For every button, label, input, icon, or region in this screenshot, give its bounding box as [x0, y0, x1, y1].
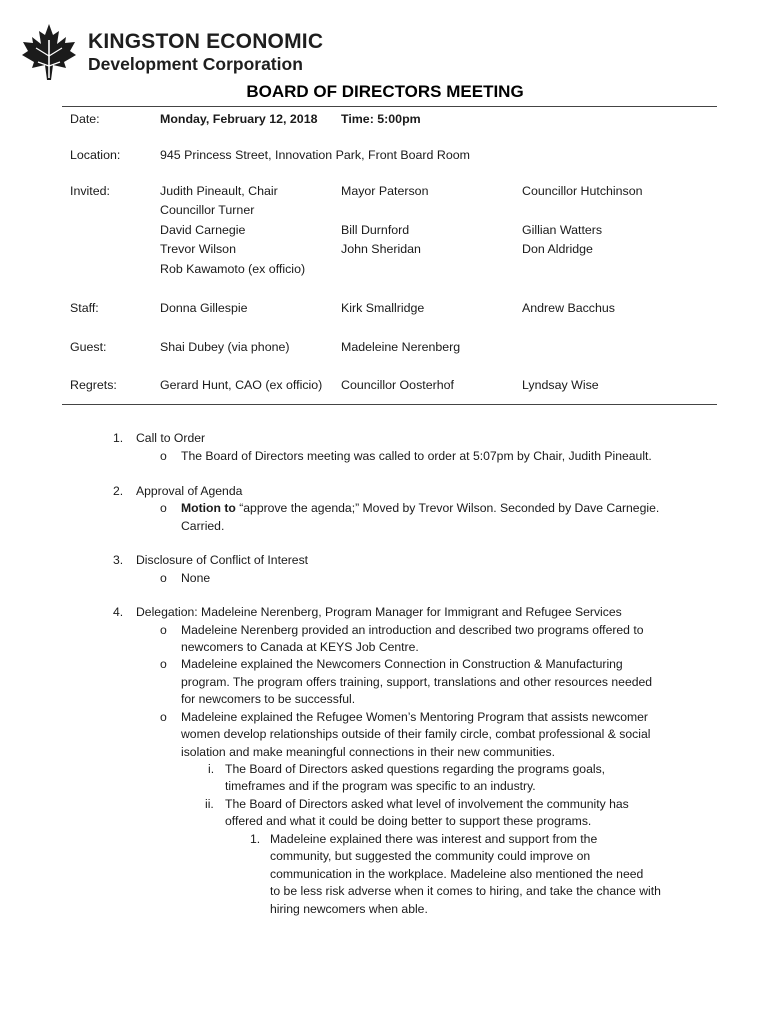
page-title: BOARD OF DIRECTORS MEETING — [246, 82, 524, 101]
guest-label: Guest: — [70, 340, 107, 354]
staff-name: Donna Gillespie — [160, 301, 248, 315]
guest-name: Madeleine Nerenberg — [341, 340, 461, 354]
bullet-text: Madeleine explained the Refugee Women’s Mentoring Program that assists newcomer — [181, 710, 648, 724]
bullet-text: newcomers to Canada at KEYS Job Centre. — [181, 640, 419, 654]
item-heading: Delegation: Madeleine Nerenberg, Program Manager for Immigrant and Refugee Services — [136, 605, 622, 619]
bullet-marker: o — [160, 501, 167, 515]
staff-label: Staff: — [70, 301, 99, 315]
time-value: Time: 5:00pm — [341, 112, 421, 126]
sub-text: to be less risk adverse when it comes to hiring, and take the chance with — [270, 884, 661, 898]
bullet-marker: o — [160, 657, 167, 671]
item-number: 2. — [113, 484, 124, 498]
roman-marker: i. — [208, 762, 215, 776]
item-heading: Call to Order — [136, 431, 206, 445]
invited-name: Councillor Hutchinson — [522, 184, 643, 198]
bullet-marker: o — [160, 449, 167, 463]
sub-text: hiring newcomers when able. — [270, 902, 428, 916]
regrets-name: Gerard Hunt, CAO (ex officio) — [160, 378, 323, 392]
regrets-name: Lyndsay Wise — [522, 378, 599, 392]
motion-text — [181, 500, 659, 517]
bullet-marker: o — [160, 571, 167, 585]
invited-name: Don Aldridge — [522, 242, 593, 256]
info-divider — [62, 404, 717, 405]
logo-line-2: Development Corporation — [88, 54, 303, 74]
invited-name: Judith Pineault, Chair — [160, 184, 278, 198]
bullet-text: for newcomers to be successful. — [181, 692, 356, 706]
bullet-text: Madeleine Nerenberg provided an introduction and described two programs offered to — [181, 623, 644, 637]
sub-text: The Board of Directors asked questions regarding the programs goals, — [225, 762, 606, 776]
motion-result: Carried. — [181, 519, 225, 533]
sub-text: offered and what it could be doing better to support these programs. — [225, 814, 592, 828]
sub-text: The Board of Directors asked what level of involvement the community has — [225, 797, 629, 811]
invited-name: Bill Durnford — [341, 223, 410, 237]
invited-label: Invited: — [70, 184, 110, 198]
sub-text: communication in the workplace. Madeleine also mentioned the need — [270, 867, 644, 881]
bullet-marker: o — [160, 710, 167, 724]
top-divider — [62, 106, 717, 107]
bullet-text: Madeleine explained the Newcomers Connection in Construction & Manufacturing — [181, 657, 623, 671]
date-value: Monday, February 12, 2018 — [160, 112, 318, 126]
invited-name: Gillian Watters — [522, 223, 603, 237]
invited-name: David Carnegie — [160, 223, 246, 237]
invited-name: Mayor Paterson — [341, 184, 429, 198]
item-number: 4. — [113, 605, 124, 619]
regrets-label: Regrets: — [70, 378, 117, 392]
location-label: Location: — [70, 148, 121, 162]
item-heading: Disclosure of Conflict of Interest — [136, 553, 309, 567]
item-number: 1. — [113, 431, 124, 445]
roman-marker: ii. — [205, 797, 214, 811]
location-value: 945 Princess Street, Innovation Park, Front Board Room — [160, 148, 470, 162]
numbered-marker: 1. — [250, 832, 261, 846]
bullet-text: None — [181, 571, 211, 585]
bullet-text: women develop relationships outside of their family circle, combat professional & social — [181, 727, 651, 741]
invited-name: Rob Kawamoto (ex officio) — [160, 262, 306, 276]
date-label: Date: — [70, 112, 100, 126]
item-number: 3. — [113, 553, 124, 567]
motion-bold: Motion to — [181, 501, 236, 515]
bullet-marker: o — [160, 623, 167, 637]
bullet-text: isolation and make meaningful connections in their new communities. — [181, 745, 555, 759]
guest-name: Shai Dubey (via phone) — [160, 340, 290, 354]
bullet-text: The Board of Directors meeting was called to order at 5:07pm by Chair, Judith Pineault. — [181, 449, 652, 463]
bullet-text: program. The program offers training, support, translations and other resources needed — [181, 675, 653, 689]
staff-name: Andrew Bacchus — [522, 301, 615, 315]
invited-name: John Sheridan — [341, 242, 421, 256]
sub-text: Madeleine explained there was interest and support from the — [270, 832, 598, 846]
invited-name: Councillor Turner — [160, 203, 255, 217]
staff-name: Kirk Smallridge — [341, 301, 425, 315]
motion-rest: “approve the agenda;” Moved by Trevor Wilson. Seconded by Dave Carnegie. — [235, 501, 660, 515]
regrets-name: Councillor Oosterhof — [341, 378, 454, 392]
item-heading: Approval of Agenda — [136, 484, 243, 498]
sub-text: timeframes and if the program was specific to an industry. — [225, 779, 536, 793]
invited-name: Trevor Wilson — [160, 242, 236, 256]
logo-line-1: KINGSTON ECONOMIC — [88, 30, 324, 53]
maple-leaf-icon — [20, 22, 78, 82]
sub-text: community, but suggested the community could improve on — [270, 849, 591, 863]
